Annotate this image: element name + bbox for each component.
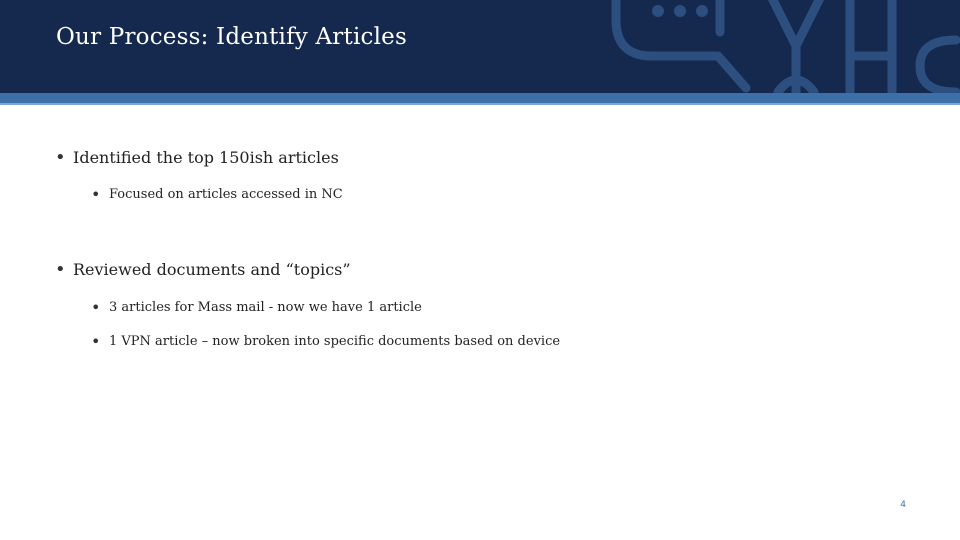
sub-bullet-item <box>91 187 343 202</box>
sub-bullet-item <box>91 300 422 315</box>
bullet-text: Identified the top 150ish articles <box>73 148 339 167</box>
bullet-dot: • <box>91 185 101 204</box>
page-number: 4 <box>900 500 906 510</box>
slide-title: Our Process: Identify Articles <box>56 24 407 50</box>
sub-bullet-text: Focused on articles accessed in NC <box>109 187 343 202</box>
header-band <box>0 0 960 93</box>
bullet-text: Reviewed documents and “topics” <box>73 260 351 279</box>
sub-bullet-item <box>91 334 560 349</box>
bullet-item <box>55 260 351 279</box>
bullet-dot: • <box>91 332 101 351</box>
decorative-logo-watermark-icon <box>600 0 960 93</box>
bullet-dot: • <box>55 259 66 280</box>
sub-bullet-text: 1 VPN article – now broken into specific documents based on device <box>109 334 561 349</box>
bullet-item <box>55 148 339 167</box>
header-divider-highlight <box>0 103 960 105</box>
sub-bullet-text: 3 articles for Mass mail - now we have 1 article <box>109 300 422 315</box>
bullet-dot: • <box>91 298 101 317</box>
bullet-dot: • <box>55 147 66 168</box>
